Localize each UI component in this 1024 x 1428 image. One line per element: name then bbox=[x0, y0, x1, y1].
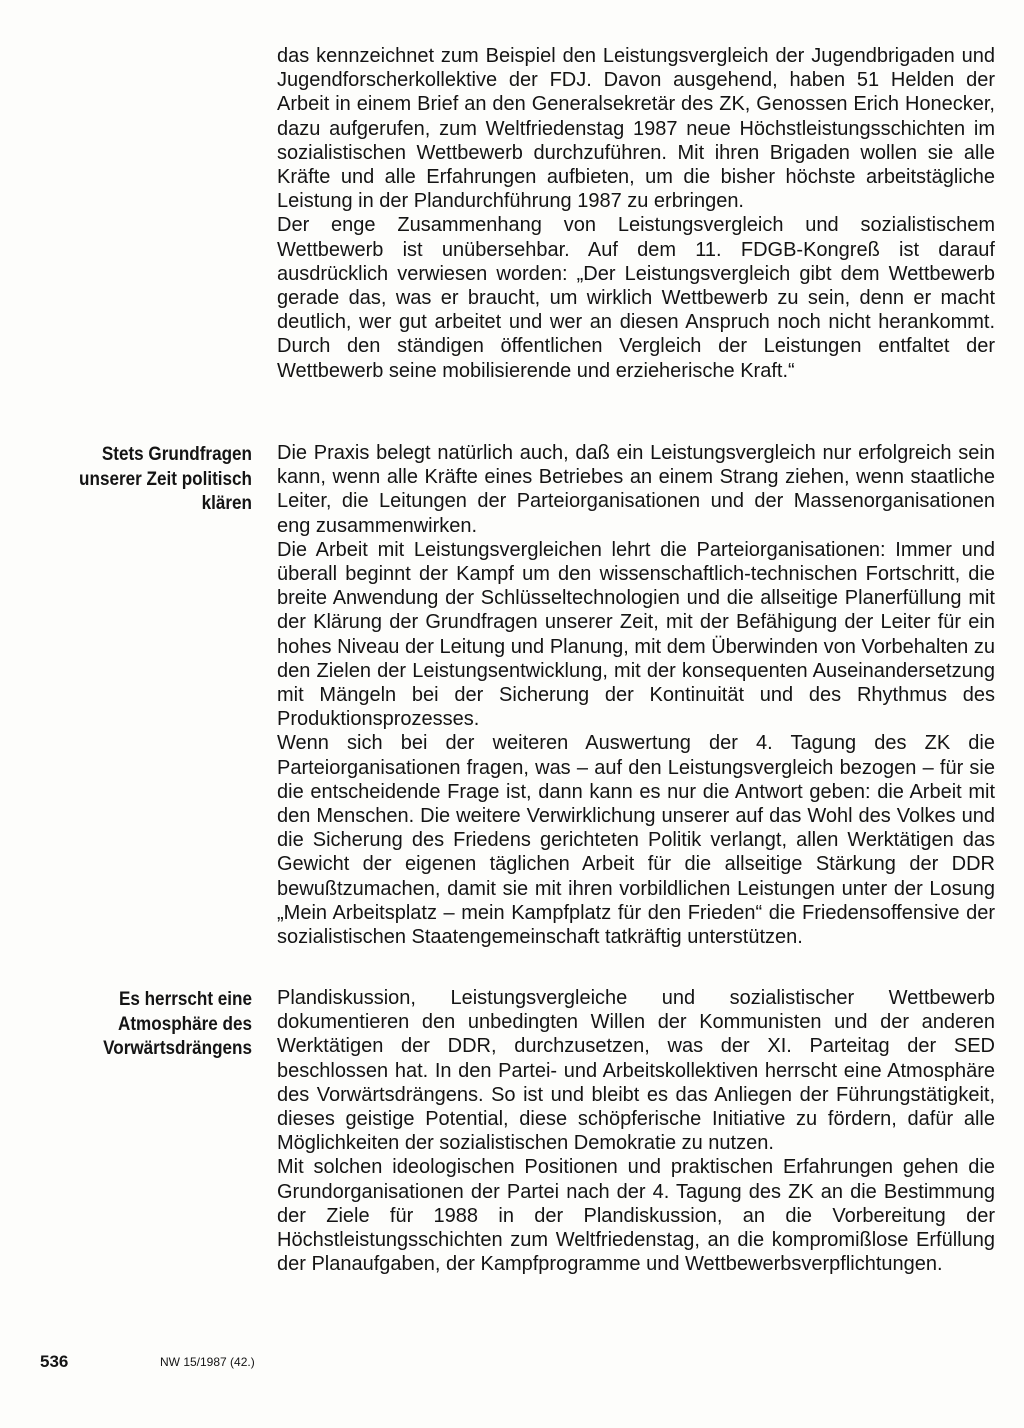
paragraph: Der enge Zusammenhang von Leistungsvergleich und sozialistischem Wettbewerb ist unübersehbar. Auf dem 11. FDGB-Kongreß ist darauf ausdrücklich verwiesen worden: „Der Leistungsvergleich gibt dem Wettbewerb gerade das, was er braucht, um wirklich Wettbewerb zu sein, denn er macht deutlich, wer gut arbeitet und wer an diesen Anspruch noch nicht herankommt. Durch den ständigen öffentlichen Vergleich der Leistungen entfaltet der Wettbewerb seine mobilisierende und erzieherische Kraft.“ bbox=[277, 214, 995, 382]
paragraph: Die Arbeit mit Leistungsvergleichen lehrt die Parteiorganisationen: Immer und überall beginnt der Kampf um den wissenschaftlich-technischen Fortschritt, die breite Anwendung der Schlüsseltechnologien und die allseitige Planerfüllung mit der Klärung der Grundfragen unserer Zeit, mit der Befähigung der Leiter für ein hohes Niveau der Leitung und Planung, mit dem Überwinden von Vorbehalten zu den Zielen der Leistungsentwicklung, mit der konsequenten Auseinandersetzung mit Mängeln bei der Sicherung der Kontinuität und des Rhythmus des Produktionsprozesses. bbox=[277, 538, 995, 731]
page-number: 536 bbox=[40, 1352, 69, 1371]
section-1-body bbox=[277, 44, 995, 383]
paragraph: Plandiskussion, Leistungsvergleiche und sozialistischer Wettbewerb dokumentieren den unbedingten Willen der Kommunisten und der anderen Werktätigen der DDR, durchzusetzen, was der XI. Parteitag der SED beschlossen hat. In den Partei- und Arbeitskollektiven herrscht eine Atmosphäre des Vorwärtsdrängens. So ist und bleibt es das Anliegen der Führungstätigkeit, dieses geistige Potential, diese schöpferische Initiative zu fördern, dafür alle Möglichkeiten der sozialistischen Demokratie zu nutzen. bbox=[277, 987, 995, 1155]
paragraph: Die Praxis belegt natürlich auch, daß ein Leistungsvergleich nur erfolgreich sein kann, wenn alle Kräfte eines Betriebes an einem Strang ziehen, wenn staatliche Leiter, die Leitungen der Parteiorganisationen und der Massenorganisationen eng zusammenwirken. bbox=[277, 442, 995, 537]
section-2-body bbox=[277, 441, 995, 949]
issue-reference: NW 15/1987 (42.) bbox=[160, 1355, 255, 1369]
margin-heading-atmosphaere: Es herrscht eine Atmosphäre des Vorwärtsdrängens bbox=[103, 989, 253, 1059]
margin-heading-grundfragen: Stets Grundfragen unserer Zeit politisch klären bbox=[79, 444, 252, 514]
paragraph: Mit solchen ideologischen Positionen und praktischen Erfahrungen gehen die Grundorganisationen der Partei nach der 4. Tagung des ZK an die Bestimmung der Ziele für 1988 in der Plandiskussion, an die Vorbereitung der Höchstleistungsschichten zum Weltfriedenstag, an die kompromißlose Erfüllung der Planaufgaben, der Kampfprogramme und Wettbewerbsverpflichtungen. bbox=[277, 1156, 995, 1276]
paragraph: Wenn sich bei der weiteren Auswertung der 4. Tagung des ZK die Parteiorganisationen fragen, was – auf den Leistungsvergleich bezogen – für sie die entscheidende Frage ist, dann kann es nur die Antwort geben: die Arbeit mit den Menschen. Die weitere Verwirklichung unserer auf das Wohl des Volkes und die Sicherung des Friedens gerichteten Politik verlangt, allen Werktätigen das Gewicht der eigenen täglichen Arbeit für die allseitige Stärkung der DDR bewußtzumachen, damit sie mit ihren vorbildlichen Leistungen unter der Losung „Mein Arbeitsplatz – mein Kampfplatz für den Frieden“ die Friedensoffensive der sozialistischen Staatengemeinschaft tatkräftig unterstützen. bbox=[277, 732, 995, 949]
paragraph: das kennzeichnet zum Beispiel den Leistungsvergleich der Jugendbrigaden und Jugendforscherkollektive der FDJ. Davon ausgehend, haben 51 Helden der Arbeit in einem Brief an den Generalsekretär des ZK, Genossen Erich Honecker, dazu aufgerufen, zum Weltfriedenstag 1987 neue Höchstleistungsschichten im sozialistischen Wettbewerb durchzuführen. Mit ihren Brigaden wollen sie alle Kräfte und alle Erfahrungen aufbieten, um die bisher höchste arbeitstägliche Leistung in der Plandurchführung 1987 zu erbringen. bbox=[277, 45, 995, 213]
section-3-body bbox=[277, 986, 995, 1276]
